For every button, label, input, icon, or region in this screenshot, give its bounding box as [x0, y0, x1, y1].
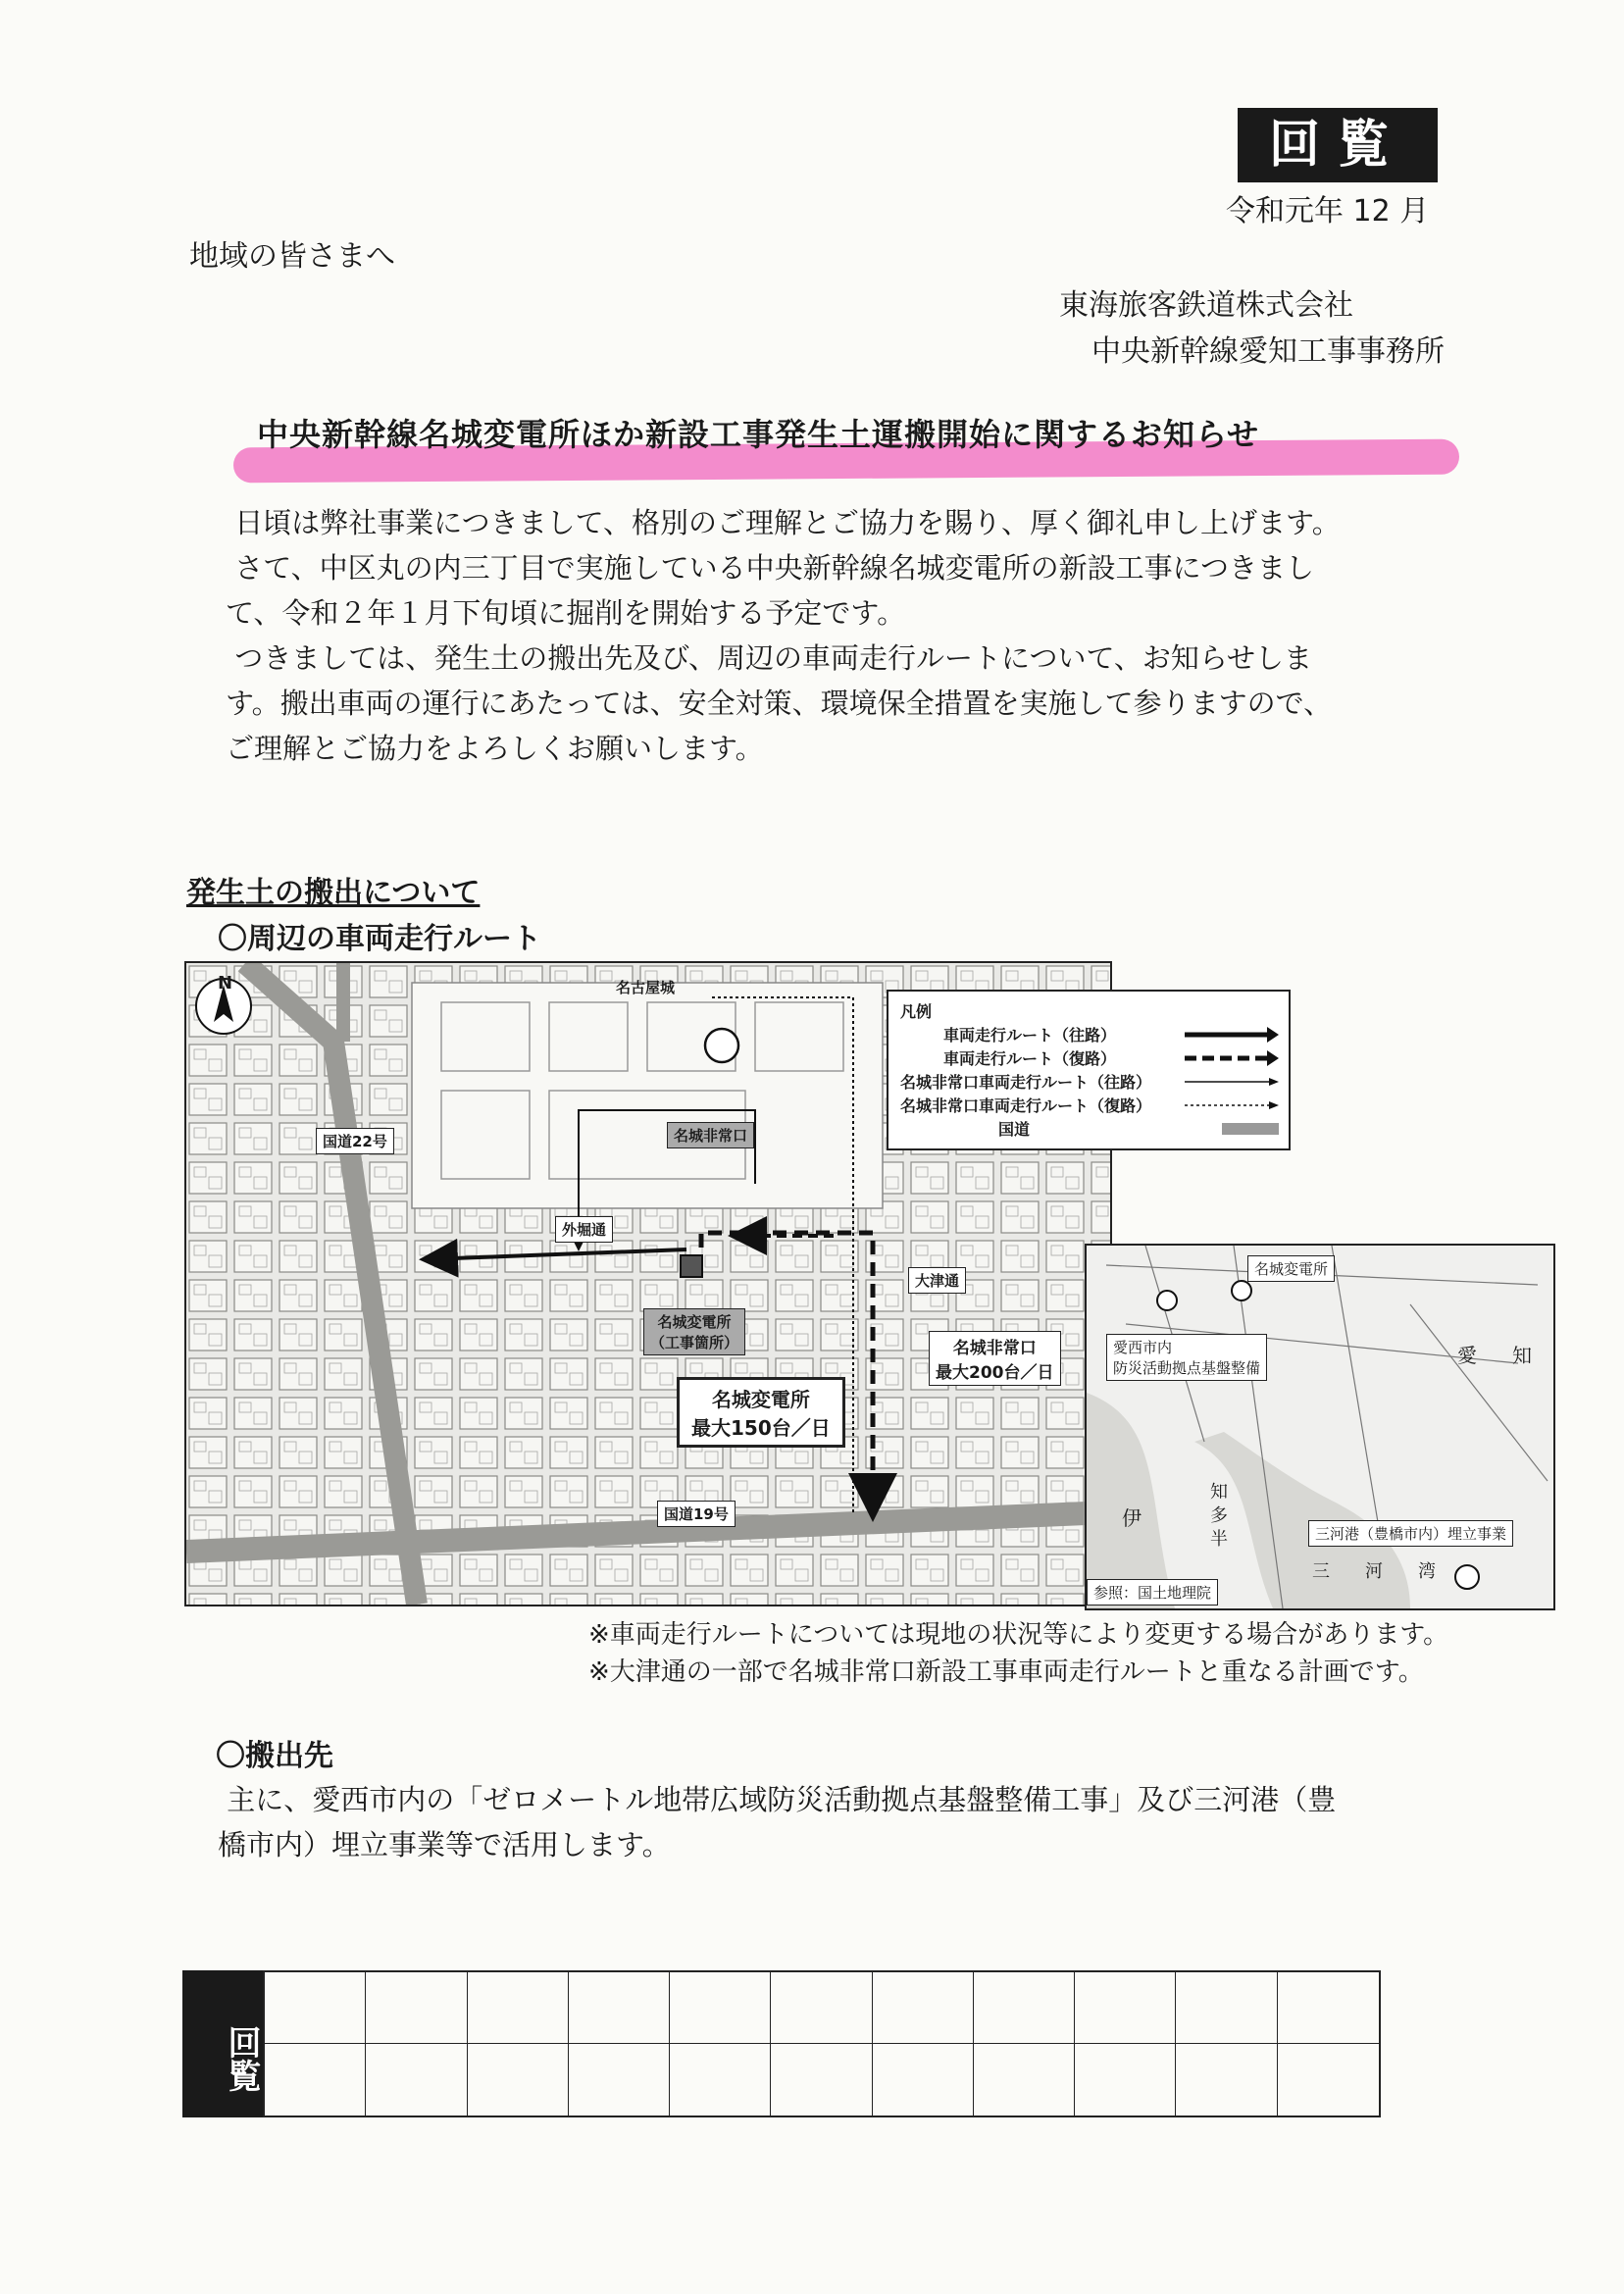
stamp-cell[interactable] [771, 2044, 872, 2116]
inset-graphic [1087, 1246, 1553, 1608]
paragraph-2-line-1: さて、中区丸の内三丁目で実施している中央新幹線名城変電所の新設工事につきまし [234, 551, 1315, 585]
stamp-cell[interactable] [569, 2044, 670, 2116]
inset-place-mikawa-bay: 三 河 湾 [1312, 1561, 1436, 1582]
paragraph-3-line-1: つきましては、発生土の搬出先及び、周辺の車両走行ルートについて、お知らせしま [234, 641, 1313, 675]
label-substation: 名城変電所 （工事箇所） [643, 1308, 745, 1355]
section-heading: 発生土の搬出について [186, 876, 481, 910]
paragraph-2-cont: て、令和２年１月下旬頃に掘削を開始する予定です。 [226, 596, 906, 630]
label-nagoya-castle: 名古屋城 [616, 979, 676, 996]
legend-item-1: 車両走行ルート（往路） [943, 1026, 1117, 1045]
sender-office: 中央新幹線愛知工事事務所 [1091, 334, 1445, 369]
label-sotobori: 外堀通 [555, 1216, 613, 1243]
destination-text [218, 1777, 1444, 1867]
paragraph-3-cont-2: ご理解とご協力をよろしくお願いします。 [226, 732, 764, 765]
legend-item-2: 車両走行ルート（復路） [943, 1049, 1117, 1068]
stamp-cell[interactable] [366, 2044, 467, 2116]
stamp-cell[interactable] [974, 1972, 1075, 2044]
note-1: ※車両走行ルートについては現地の状況等により変更する場合があります。 [588, 1620, 1449, 1650]
stamp-cell[interactable] [468, 2044, 569, 2116]
sender-company: 東海旅客鉄道株式会社 [1059, 288, 1353, 323]
map-legend [887, 990, 1291, 1150]
paragraph-3 [226, 636, 1442, 681]
callout-substation-name: 名城変電所 [711, 1388, 810, 1411]
issue-date: 令和元年 12 月 [1226, 194, 1430, 229]
stamp-cell[interactable] [1278, 2044, 1379, 2116]
stamp-cell[interactable] [974, 2044, 1075, 2116]
body-text [226, 500, 1442, 771]
callout-exit-capacity: 最大200台／日 [936, 1363, 1054, 1383]
legend-symbols [1183, 1021, 1281, 1144]
label-route-22: 国道22号 [316, 1128, 394, 1154]
paragraph-1-text: 日頃は弊社事業につきまして、格別のご理解とご協力を賜り、厚く御礼申し上げます。 [234, 506, 1341, 539]
document-title: 中央新幹線名城変電所ほか新設工事発生土運搬開始に関するお知らせ [257, 416, 1260, 453]
addressee: 地域の皆さまへ [189, 239, 395, 274]
inset-place-chita: 知 多 半 [1210, 1482, 1228, 1550]
callout-substation-capacity: 最大150台／日 [691, 1416, 831, 1440]
label-route-19: 国道19号 [657, 1501, 736, 1527]
paragraph-1 [226, 500, 1442, 545]
callout-exit-name: 名城非常口 [952, 1339, 1037, 1358]
stamp-cell[interactable] [771, 1972, 872, 2044]
north-label: N [218, 973, 233, 994]
stamp-cell[interactable] [569, 1972, 670, 2044]
label-otsu: 大津通 [908, 1267, 966, 1294]
stamp-cell[interactable] [670, 1972, 771, 2044]
note-2: ※大津通の一部で名城非常口新設工事車両走行ルートと重なる計画です。 [588, 1657, 1424, 1687]
legend-item-5: 国道 [998, 1120, 1031, 1139]
stamp-cell[interactable] [265, 1972, 366, 2044]
legend-item-4: 名城非常口車両走行ルート（復路） [900, 1096, 1152, 1115]
callout-meijo-exit [929, 1331, 1061, 1386]
legend-title: 凡例 [900, 1002, 933, 1021]
circulation-badge: 回覧 [1238, 108, 1438, 182]
destination-heading: 〇搬出先 [216, 1739, 333, 1773]
route-heading: 〇周辺の車両走行ルート [218, 922, 541, 956]
regional-inset-map [1085, 1244, 1555, 1610]
stamp-cell[interactable] [1075, 1972, 1176, 2044]
inset-place-chi: 知 [1512, 1344, 1532, 1367]
circulation-label: 回覧 [182, 1970, 263, 2117]
inset-label-aisai: 愛西市内 防災活動拠点基盤整備 [1106, 1334, 1267, 1381]
destination-line-2: 橋市内）埋立事業等で活用します。 [218, 1828, 671, 1861]
paragraph-3-cont-1: す。搬出車両の運行にあたっては、安全対策、環境保全措置を実施して参りますので、 [226, 687, 1333, 720]
stamp-cell[interactable] [1176, 2044, 1277, 2116]
inset-label-mikawa: 三河港（豊橋市内）埋立事業 [1308, 1520, 1513, 1547]
destination-line-1-text: 主に、愛西市内の「ゼロメートル地帯広域防災活動拠点基盤整備工事」及び三河港（豊 [227, 1783, 1337, 1816]
circulation-stamp-grid [263, 1970, 1381, 2117]
inset-place-i: 伊 [1122, 1506, 1142, 1530]
paragraph-2 [226, 545, 1442, 590]
inset-place-ai: 愛 [1457, 1344, 1477, 1367]
stamp-cell[interactable] [873, 1972, 974, 2044]
stamp-cell[interactable] [873, 2044, 974, 2116]
callout-substation [677, 1377, 845, 1448]
stamp-cell[interactable] [1075, 2044, 1176, 2116]
label-meijo-exit: 名城非常口 [667, 1122, 754, 1148]
destination-line-1 [218, 1777, 1444, 1822]
stamp-cell[interactable] [366, 1972, 467, 2044]
stamp-cell[interactable] [468, 1972, 569, 2044]
stamp-cell[interactable] [670, 2044, 771, 2116]
stamp-cell[interactable] [265, 2044, 366, 2116]
legend-item-3: 名城非常口車両走行ルート（往路） [900, 1073, 1152, 1092]
stamp-cell[interactable] [1278, 1972, 1379, 2044]
stamp-cell[interactable] [1176, 1972, 1277, 2044]
inset-credit: 参照：国土地理院 [1087, 1579, 1218, 1606]
inset-label-meijo-substation: 名城変電所 [1247, 1255, 1335, 1282]
